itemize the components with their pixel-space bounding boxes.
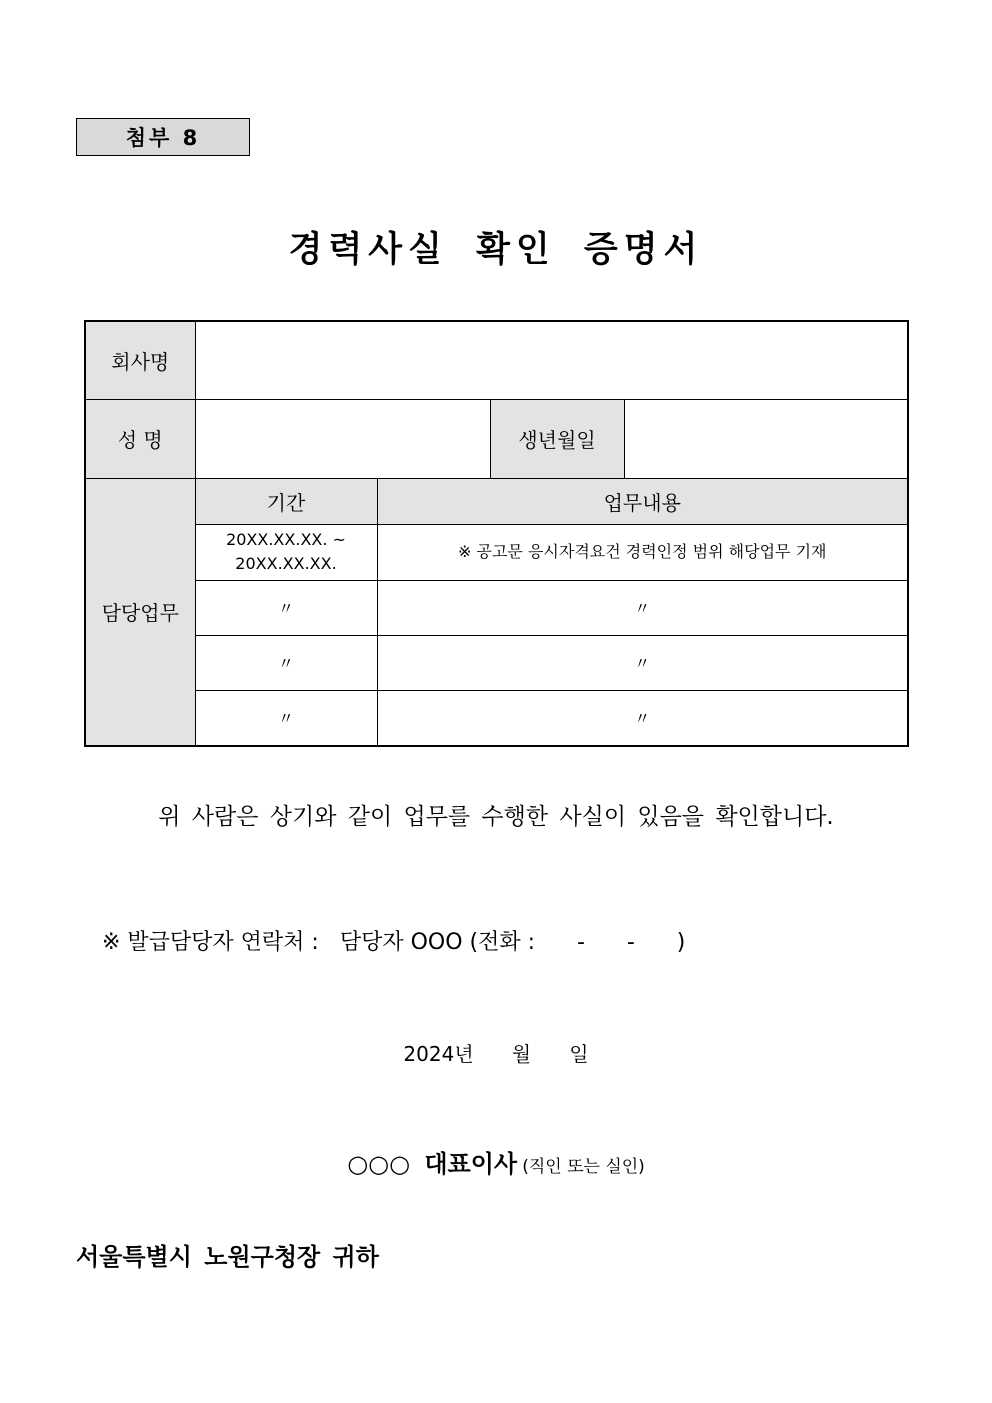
period-cell[interactable]: 〃 [195,580,377,635]
issue-date: 2024년 월 일 [403,1042,589,1066]
representative-name: ○○○ 대표이사 [347,1150,518,1178]
issuer-contact: ※ 발급담당자 연락처 : 담당자 OOO (전화 : - - ) [102,930,686,955]
career-certificate-form [84,320,909,747]
table-row [85,580,908,635]
table-row [85,635,908,690]
period-cell[interactable]: 〃 [195,690,377,746]
period-cell[interactable]: 〃 [195,635,377,690]
birth-label: 생년월일 [490,399,624,478]
period-end: 20XX.XX.XX. [235,554,337,573]
content-cell[interactable]: 〃 [377,635,908,690]
content-column-header: 업무내용 [377,478,908,524]
duty-label: 담당업무 [85,478,195,746]
content-cell[interactable]: ※ 공고문 응시자격요건 경력인정 범위 해당업무 기재 [377,524,908,580]
duty-header-row [85,478,908,524]
confirmation-statement: 위 사람은 상기와 같이 업무를 수행한 사실이 있음을 확인합니다. [158,804,834,830]
attachment-label: 첨부 8 [125,126,201,150]
representative-line [0,1144,992,1179]
company-row [85,321,908,399]
attachment-badge [76,118,250,156]
birth-value[interactable] [624,399,908,478]
name-value[interactable] [195,399,490,478]
seal-note: (직인 또는 실인) [522,1157,645,1177]
document-title: 경력사실 확인 증명서 [288,230,704,270]
period-start: 20XX.XX.XX. ~ [226,530,346,549]
table-row [85,690,908,746]
company-label: 회사명 [85,321,195,399]
name-label: 성 명 [85,399,195,478]
company-value[interactable] [195,321,908,399]
table-row [85,524,908,580]
content-cell[interactable]: 〃 [377,580,908,635]
content-cell[interactable]: 〃 [377,690,908,746]
period-column-header: 기간 [195,478,377,524]
recipient: 서울특별시 노원구청장 귀하 [76,1243,379,1271]
period-cell[interactable] [195,524,377,580]
name-row [85,399,908,478]
